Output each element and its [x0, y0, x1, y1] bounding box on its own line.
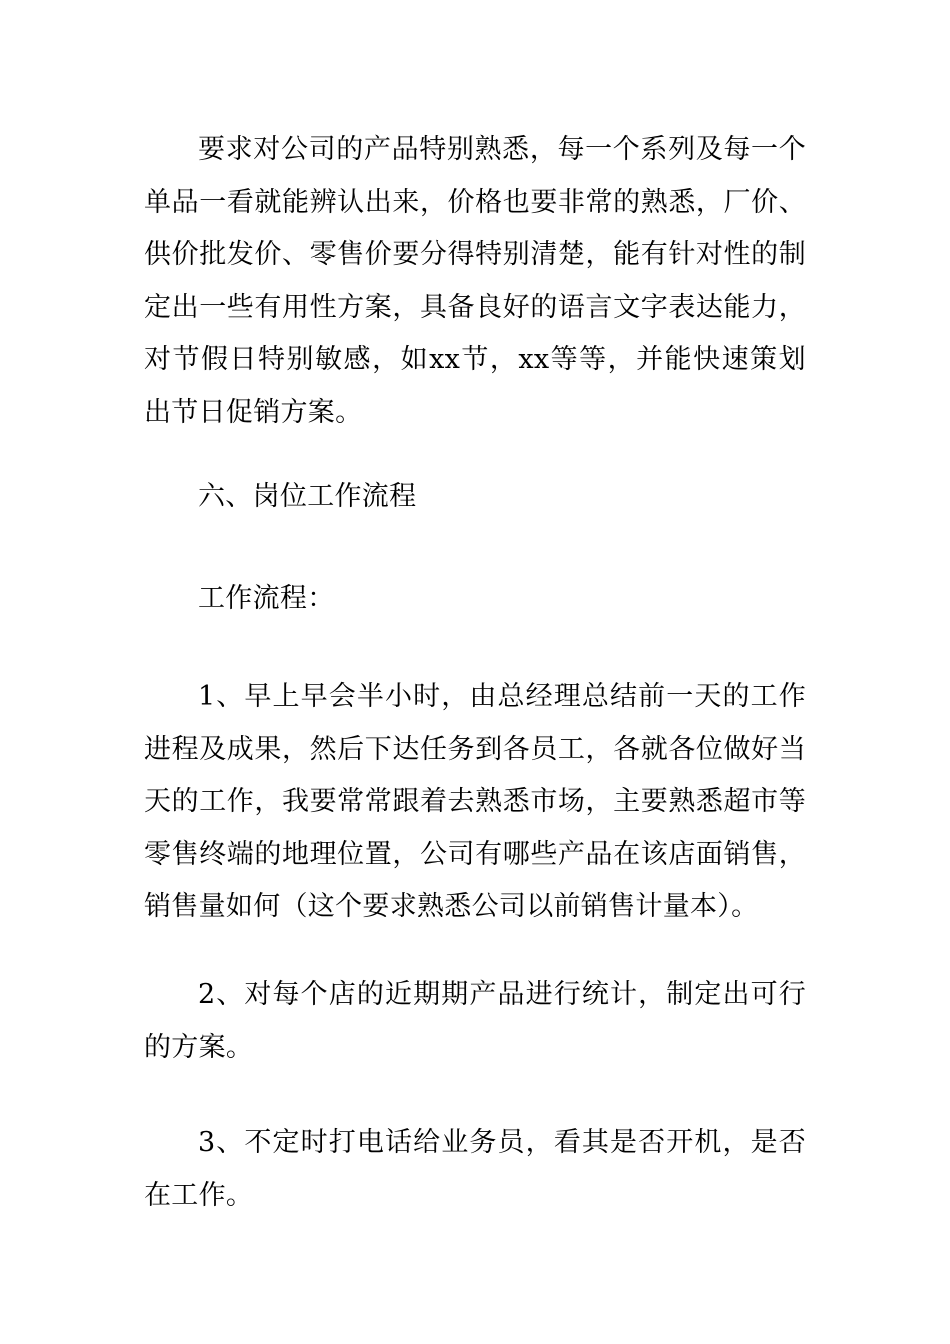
section-heading-job-workflow: 六、岗位工作流程 [198, 481, 417, 512]
subheading-workflow: 工作流程： [198, 583, 335, 614]
paragraph-step-1: 1、早上早会半小时，由总经理总结前一天的工作进程及成果，然后下达任务到各员工，各就各位做好当天的工作，我要常常跟着去熟悉市场，主要熟悉超市等零售终端的地理位置，公司有哪些产品在该店面销售，销售量如何（这个要求熟悉公司以前销售计量本）。 [144, 681, 806, 922]
paragraph-step-2: 2、对每个店的近期期产品进行统计，制定出可行的方案。 [144, 979, 806, 1063]
paragraph-product-knowledge: 要求对公司的产品特别熟悉，每一个系列及每一个单品一看就能辨认出来，价格也要非常的熟悉，厂价、供价批发价、零售价要分得特别清楚，能有针对性的制定出一些有用性方案，具备良好的语言文字表达能力，对节假日特别敏感，如xx节，xx等等，并能快速策划出节日促销方案。 [144, 134, 806, 428]
paragraph-step-3: 3、不定时打电话给业务员，看其是否开机，是否在工作。 [144, 1127, 806, 1211]
